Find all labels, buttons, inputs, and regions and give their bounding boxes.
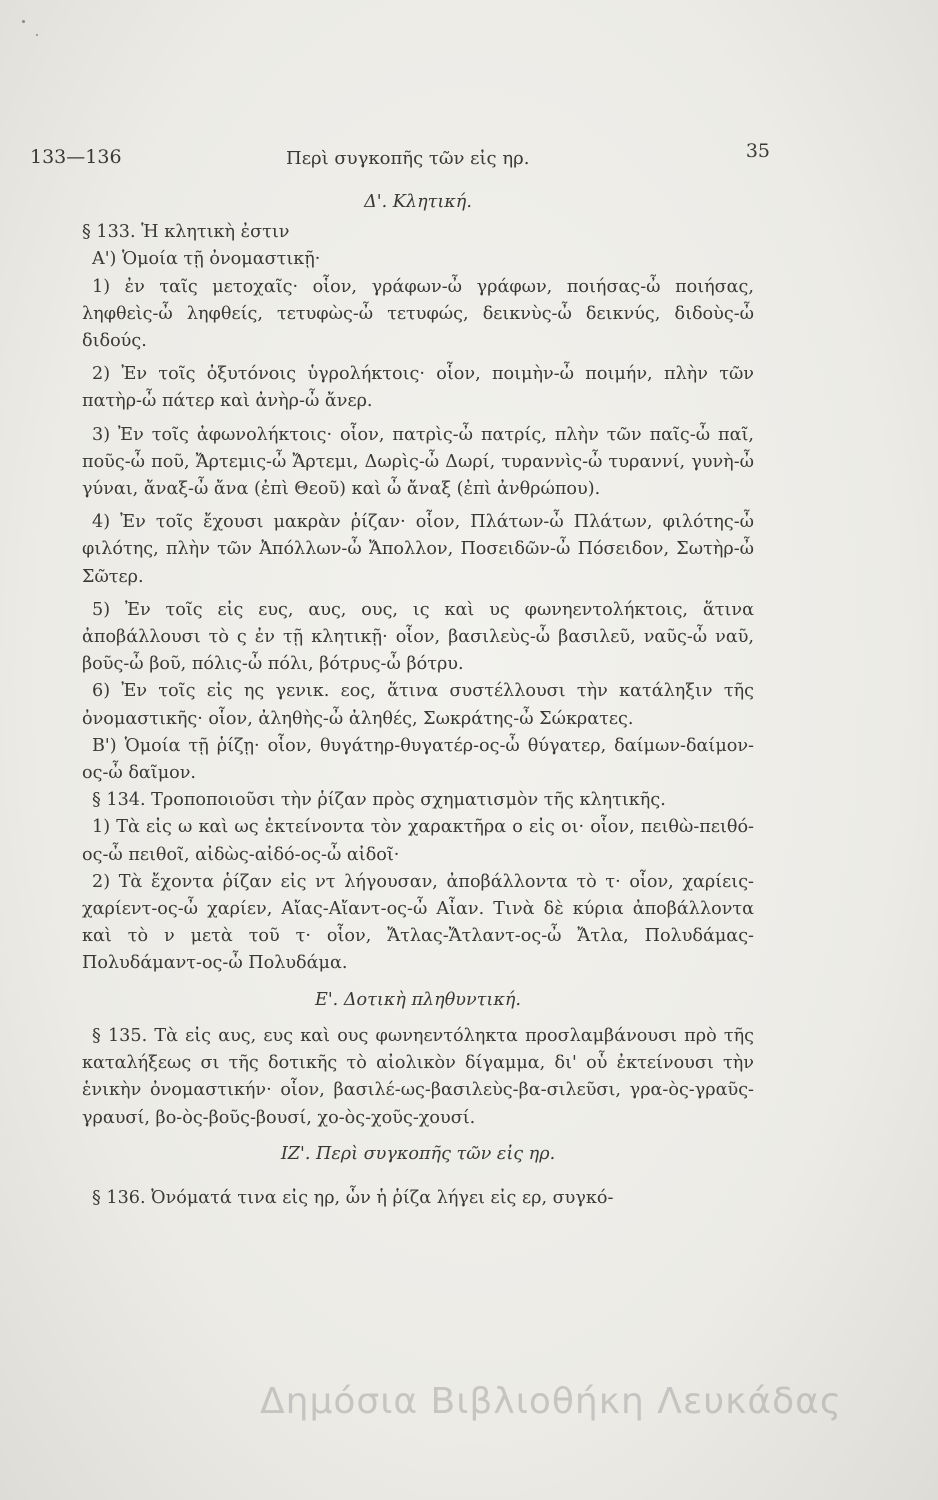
paragraph-135: § 135. Τὰ εἰς αυς, ευς καὶ ους φωνηεντόληκτα προσλαμβάνουσι πρὸ τῆς καταλήξεως σι τῆς δοτικῆς τὸ αἰολικὸν δίγαμμα, δι' οὗ ἐκτείνουσι τὴν ἑνικὴν ὀνομαστικήν· οἷον, βασιλέ-ως-βασιλεὺς-βα-σιλεῦσι, γρα-ὸς-γραῦς-γραυσί, βο-ὸς-βοῦς-βουσί, χο-ὸς-χοῦς-χουσί. <box>82 1025 754 1128</box>
item-1: 1) ἐν ταῖς μετοχαῖς· οἷον, γράφων-ὦ γράφων, ποιήσας-ὦ ποιήσας, ληφθεὶς-ὦ ληφθείς, τετυφὼς-ὦ τετυφώς, δεικνὺς-ὦ δεικνύς, διδοὺς-ὦ διδούς. <box>82 276 754 352</box>
item-3: 3) Ἐν τοῖς ἀφωνολήκτοις· οἷον, πατρὶς-ὦ πατρίς, πλὴν τῶν παῖς-ὦ παῖ, ποῦς-ὦ ποῦ, Ἄρτεμις-ὦ Ἄρτεμι, Δωρὶς-ὦ Δωρί, τυραννὶς-ὦ τυραννί, γυνὴ-ὦ γύναι, ἄναξ-ὦ ἄνα (ἐπὶ Θεοῦ) καὶ ὦ ἄναξ (ἐπὶ ἀνθρώπου). <box>82 424 754 500</box>
scan-speck <box>22 20 25 23</box>
paragraph-133-intro: § 133. Ἡ κλητικὴ ἐστιν <box>82 222 290 243</box>
paragraph-134: § 134. Τροποποιοῦσι τὴν ῥίζαν πρὸς σχηματισμὸν τῆς κλητικῆς. <box>92 790 666 811</box>
item-6: 6) Ἐν τοῖς εἰς ης γενικ. εος, ἅτινα συστέλλουσι τὴν κατάληξιν τῆς ὀνομαστικῆς· οἷον, ἀληθὴς-ὦ ἀληθές, Σωκράτης-ὦ Σώκρατες. <box>82 681 754 729</box>
paragraph-136: § 136. Ὀνόματά τινα εἰς ηρ, ὧν ἡ ῥίζα λήγει εἰς ερ, συγκό- <box>92 1187 614 1208</box>
running-header <box>30 140 770 176</box>
item-4: 4) Ἐν τοῖς ἔχουσι μακρὰν ῥίζαν· οἷον, Πλάτων-ὦ Πλάτων, φιλότης-ὦ φιλότης, πλὴν τῶν Ἀπόλλων-ὦ Ἄπολλον, Ποσειδῶν-ὦ Πόσειδον, Σωτὴρ-ὦ Σῶτερ. <box>82 512 754 587</box>
section-range: 133—136 <box>30 146 122 168</box>
library-watermark: Δημόσια Βιβλιοθήκη Λευκάδας <box>260 1381 842 1422</box>
heading-syncope: ΙΖ'. Περὶ συγκοπῆς τῶν εἰς ηρ. <box>280 1143 556 1164</box>
paragraph-134-1: 1) Τὰ εἰς ω καὶ ως ἐκτείνοντα τὸν χαρακτῆρα ο εἰς οι· οἷον, πειθὼ-πειθό-ος-ὦ πειθοῖ, αἰδὼς-αἰδό-ος-ὦ αἰδοῖ· <box>82 817 754 865</box>
running-title: Περὶ συγκοπῆς τῶν εἰς ηρ. <box>286 148 530 169</box>
item-2: 2) Ἐν τοῖς ὀξυτόνοις ὑγρολήκτοις· οἷον, ποιμὴν-ὦ ποιμήν, πλὴν τῶν πατὴρ-ὦ πάτερ καὶ ἀνὴρ-ὦ ἄνερ. <box>82 364 754 412</box>
subheading-a: Α') Ὁμοία τῇ ὀνομαστικῇ· <box>92 249 321 270</box>
paragraph-b: Β') Ὁμοία τῇ ῥίζῃ· οἷον, θυγάτηρ-θυγατέρ-ος-ὦ θύγατερ, δαίμων-δαίμον-ος-ὦ δαῖμον. <box>82 735 754 784</box>
page-body <box>82 186 754 1212</box>
item-5: 5) Ἐν τοῖς εἰς ευς, αυς, ους, ις καὶ υς φωνηεντολήκτοις, ἅτινα ἀποβάλλουσι τὸ ς ἐν τῇ κλητικῇ· οἷον, βασιλεὺς-ὦ βασιλεῦ, ναῦς-ὦ ναῦ, βοῦς-ὦ βοῦ, πόλις-ὦ πόλι, βότρυς-ὦ βότρυ. <box>82 599 754 675</box>
heading-dative-plural: Ε'. Δοτικὴ πληθυντική. <box>314 989 521 1010</box>
heading-vocative: Δ'. Κλητική. <box>364 192 472 212</box>
paragraph-134-2: 2) Τὰ ἔχοντα ῥίζαν εἰς ντ λήγουσαν, ἀποβάλλοντα τὸ τ· οἷον, χαρίεις-χαρίεντ-ος-ὦ χαρίεν, Αἴας-Αἴαντ-ος-ὦ Αἶαν. Τινὰ δὲ κύρια ἀποβάλλοντα καὶ τὸ ν μετὰ τοῦ τ· οἷον, Ἄτλας-Ἄτλαντ-ος-ὦ Ἄτλα, Πολυδάμας-Πολυδάμαντ-ος-ὦ Πολυδάμα. <box>82 871 754 974</box>
page-number: 35 <box>745 140 770 162</box>
scan-speck <box>36 34 38 36</box>
